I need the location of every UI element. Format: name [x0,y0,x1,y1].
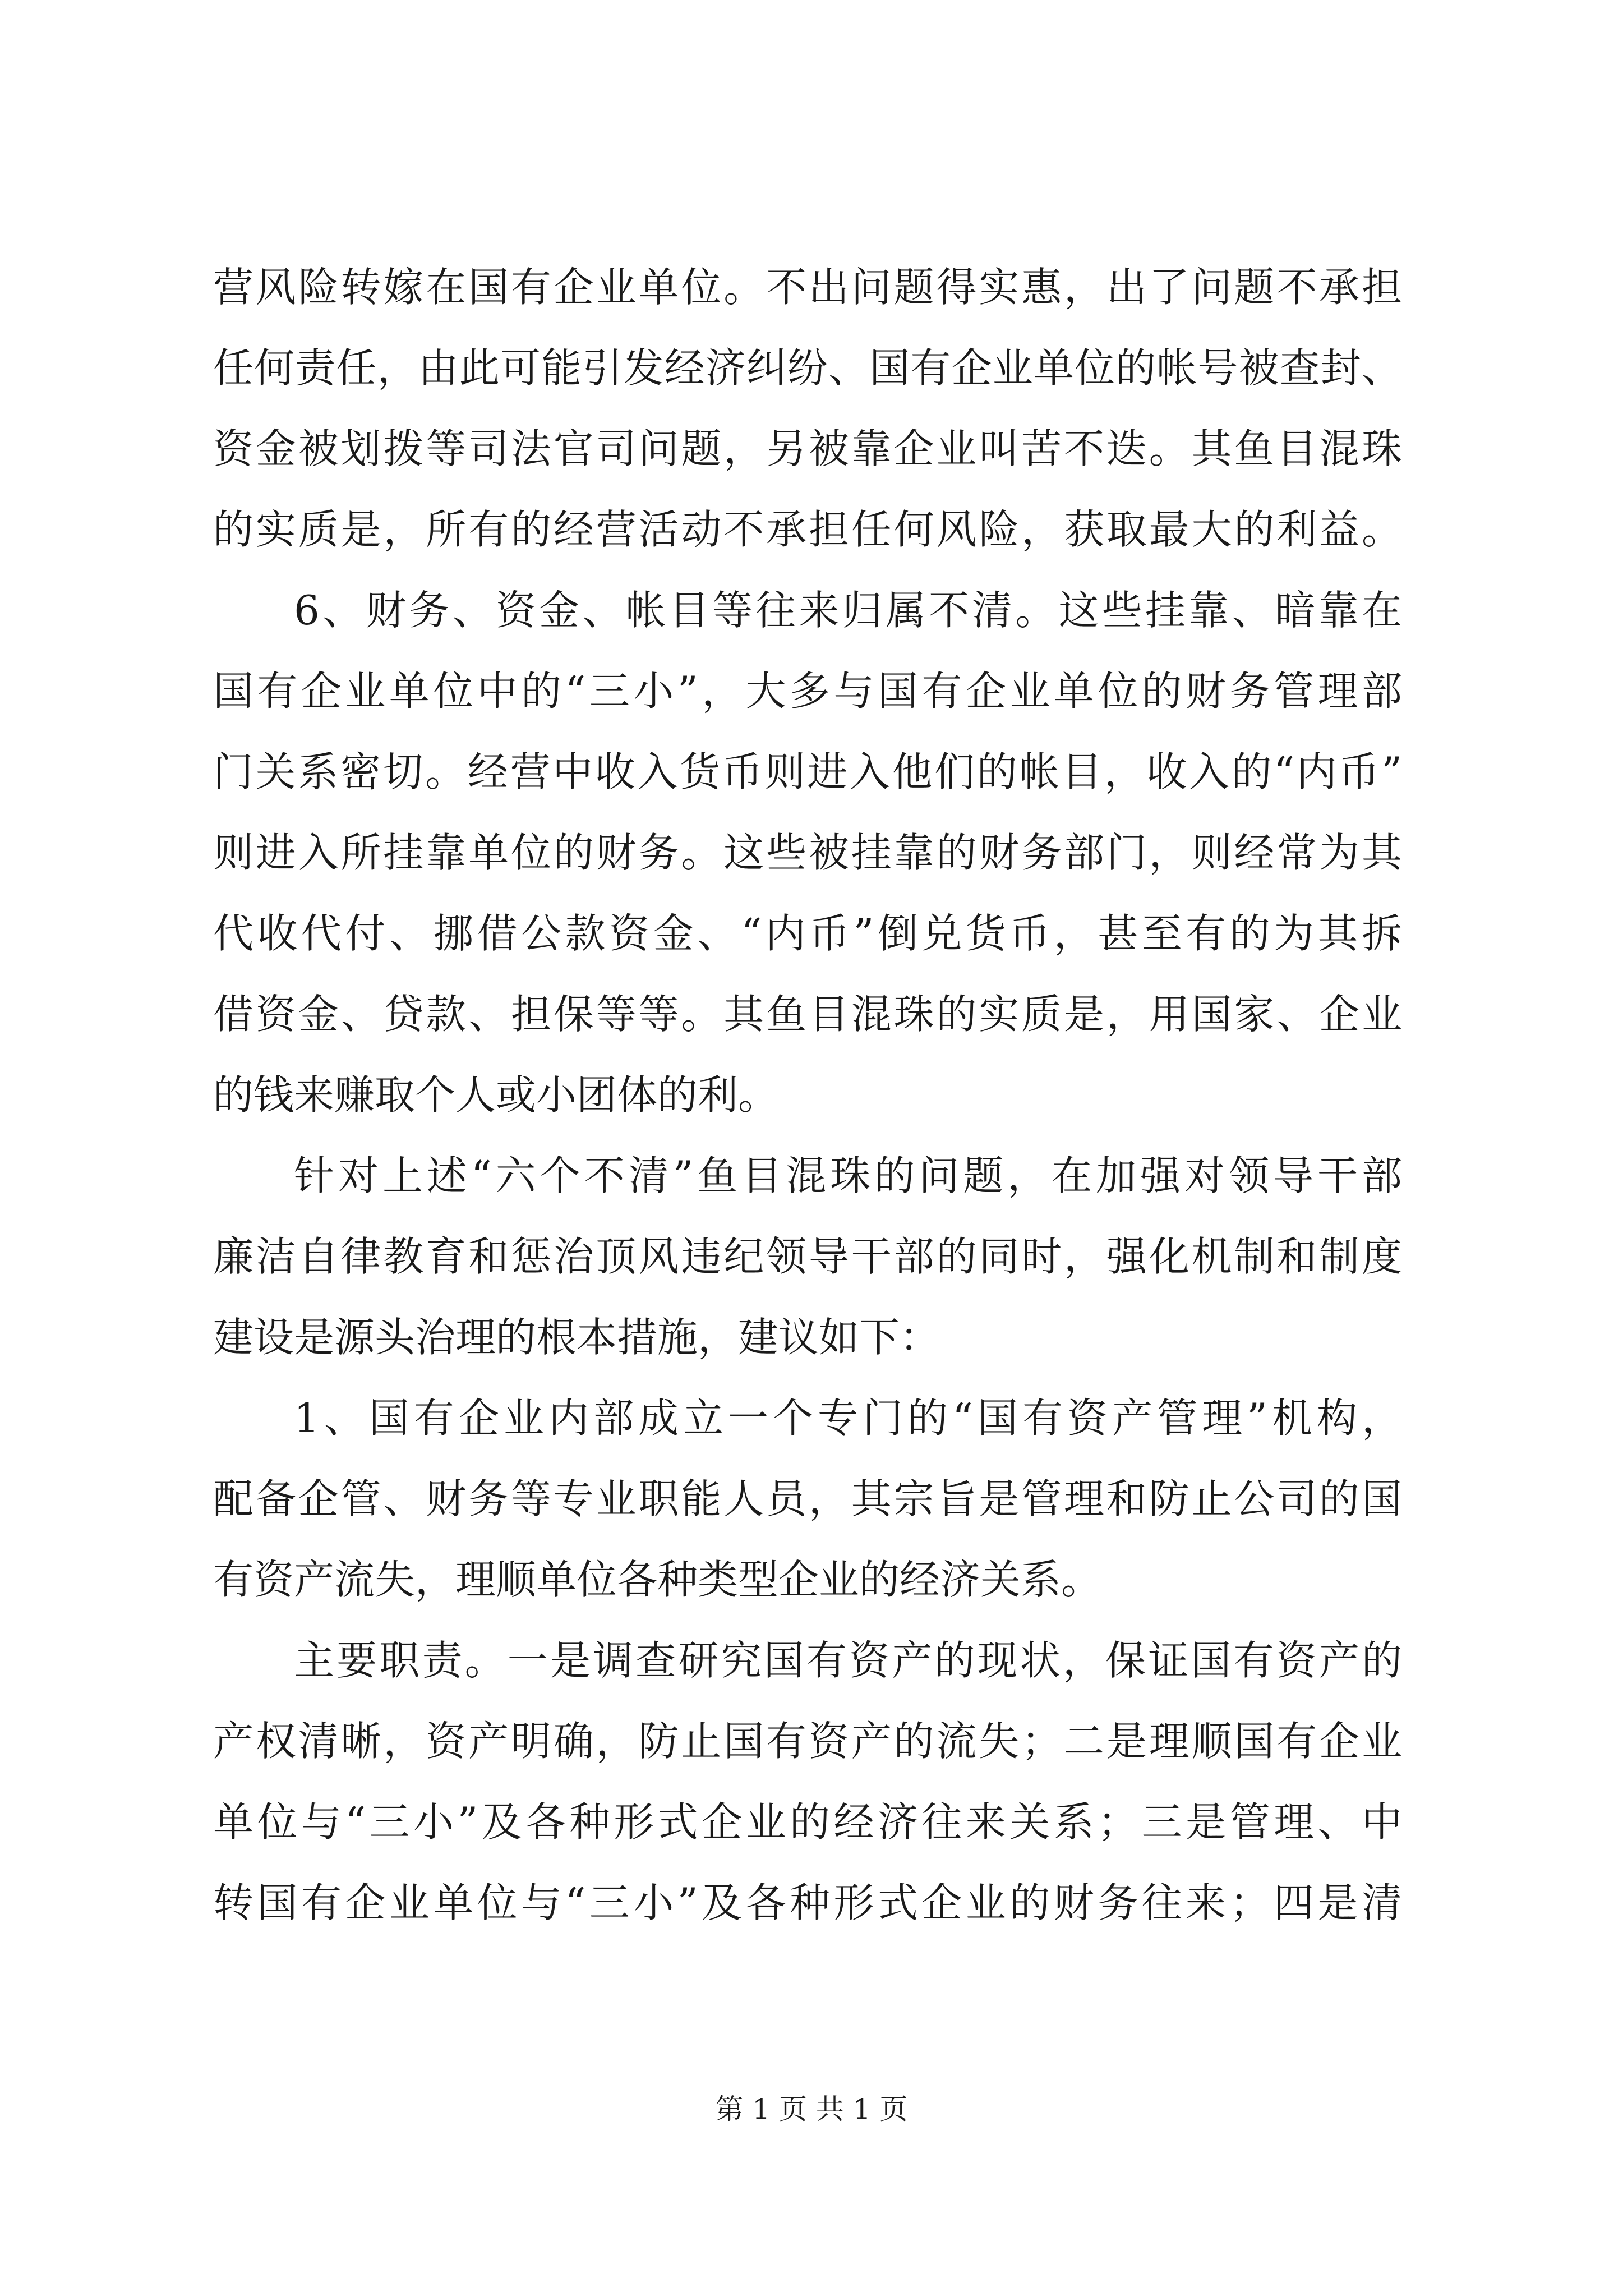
text-line: 营风险转嫁在国有企业单位。不出问题得实惠，出了问题不承担 [213,264,1402,311]
document-body [213,247,1402,1943]
text-line: 任何责任，由此可能引发经济纠纷、国有企业单位的帐号被查封、 [213,344,1402,392]
paragraph-last-line: 建设是源头治理的根本措施，建议如下： [213,1314,940,1361]
paragraph-first-line: 主要职责。一是调查研究国有资产的现状，保证国有资产的 [294,1637,1402,1684]
paragraph-last-line: 有资产流失，理顺单位各种类型企业的经济关系。 [213,1556,1102,1603]
paragraph-first-line: 6、财务、资金、帐目等往来归属不清。这些挂靠、暗靠在 [294,587,1402,634]
text-line: 资金被划拨等司法官司问题，另被靠企业叫苦不迭。其鱼目混珠 [213,425,1402,472]
text-line: 国有企业单位中的“三小”，大多与国有企业单位的财务管理部 [213,668,1402,715]
text-line: 的实质是，所有的经营活动不承担任何风险，获取最大的利益。 [213,506,1402,553]
paragraph-first-line: 1、国有企业内部成立一个专门的“国有资产管理”机构， [294,1395,1402,1442]
paragraph-last-line: 的钱来赚取个人或小团体的利。 [213,1071,779,1119]
text-line: 门关系密切。经营中收入货币则进入他们的帐目，收入的“内币” [213,748,1402,795]
text-line: 则进入所挂靠单位的财务。这些被挂靠的财务部门，则经常为其 [213,829,1402,876]
text-line: 产权清晰，资产明确，防止国有资产的流失；二是理顺国有企业 [213,1718,1402,1765]
text-line: 廉洁自律教育和惩治顶风违纪领导干部的同时，强化机制和制度 [213,1233,1402,1280]
text-line: 转国有企业单位与“三小”及各种形式企业的财务往来；四是清 [213,1879,1402,1926]
page-number-footer: 第 1 页 共 1 页 [715,2093,908,2125]
text-line: 代收代付、挪借公款资金、“内币”倒兑货币，甚至有的为其拆 [213,910,1402,957]
text-line: 借资金、贷款、担保等等。其鱼目混珠的实质是，用国家、企业 [213,991,1402,1038]
text-line: 配备企管、财务等专业职能人员，其宗旨是管理和防止公司的国 [213,1475,1402,1522]
paragraph-first-line: 针对上述“六个不清”鱼目混珠的问题，在加强对领导干部 [294,1152,1402,1199]
text-line: 单位与“三小”及各种形式企业的经济往来关系；三是管理、中 [213,1798,1402,1846]
